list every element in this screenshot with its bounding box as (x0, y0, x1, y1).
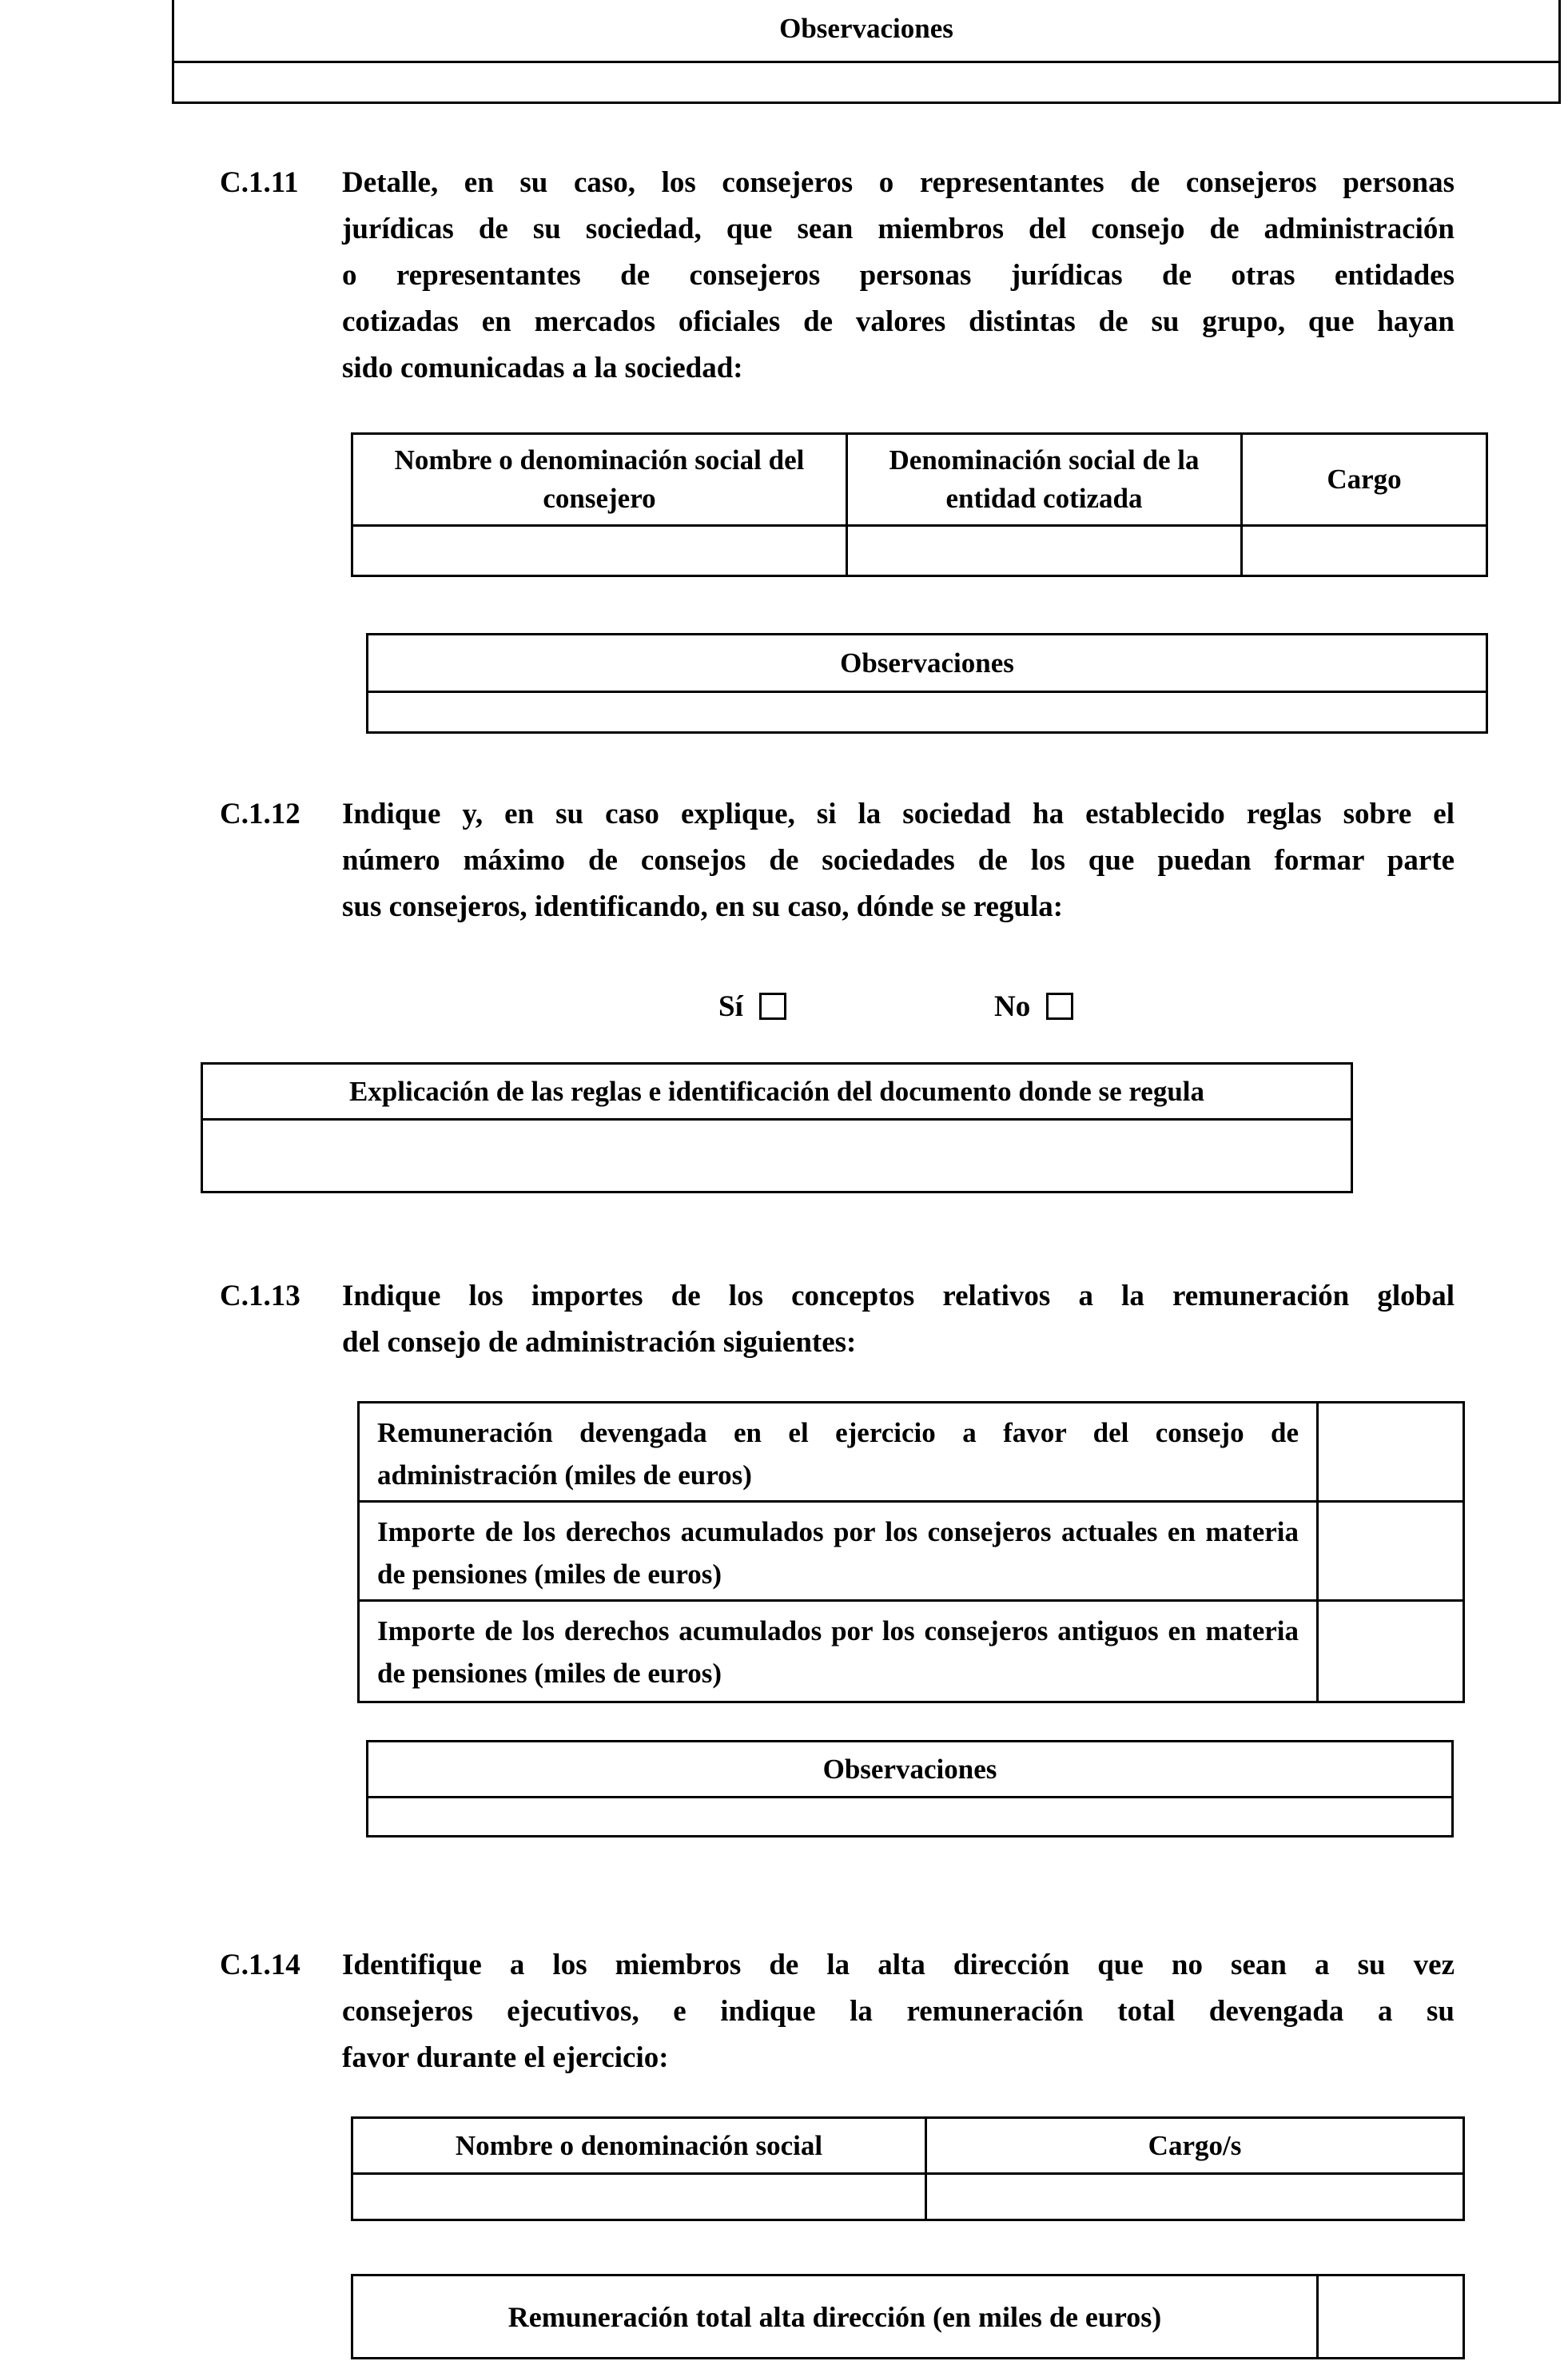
observaciones-table-c111 (366, 633, 1488, 734)
col-header-cargo (1243, 435, 1486, 524)
col-header-nombre-consejero-label: Nombre o denominación social del consejero (394, 444, 805, 514)
explicacion-header (203, 1065, 1351, 1121)
observaciones-c111-header (368, 635, 1486, 693)
col-header-cargo-label: Cargo (1327, 464, 1402, 495)
section-c113-text (342, 1273, 1455, 1366)
remuneracion-row-actuales-label: Importe de los derechos acumulados por los consejeros actuales en materia de pensiones (miles de euros) (360, 1503, 1319, 1599)
observaciones-c111-field (368, 693, 1486, 731)
explicacion-field (203, 1121, 1351, 1191)
col-header-entidad-cotizada (848, 435, 1243, 524)
text-line: Identifique a los miembros de la alta dirección que no sean a su vez (342, 1949, 1455, 1981)
option-yes (718, 989, 786, 1023)
observaciones-table-c113 (366, 1740, 1454, 1837)
col-header-nombre-social-label: Nombre o denominación social (455, 2129, 823, 2161)
observaciones-c113-field (368, 1798, 1451, 1835)
text-line: Detalle, en su caso, los consejeros o representantes de consejeros personas (342, 166, 1455, 199)
col-header-nombre-consejero (353, 435, 848, 524)
col-header-entidad-cotizada-label: Denominación social de la entidad cotizada (889, 444, 1200, 514)
text-line: número máximo de consejos de sociedades de los que puedan formar parte (342, 844, 1455, 877)
text-line: Indique los importes de los conceptos relativos a la remuneración global (342, 1280, 1455, 1312)
cell-entidad-cotizada (848, 527, 1243, 575)
observaciones-top-header (174, 0, 1558, 63)
remuneracion-total-row (353, 2276, 1463, 2357)
remuneracion-row-antiguos-label: Importe de los derechos acumulados por los consejeros antiguos en materia de pensiones (miles de euros) (360, 1602, 1319, 1701)
text-line: consejeros ejecutivos, e indique la remuneración total devengada a su (342, 1995, 1455, 2028)
text-line: del consejo de administración siguientes: (342, 1326, 857, 1359)
text-line: sus consejeros, identificando, en su caso, dónde se regula: (342, 890, 1064, 923)
col-header-cargos (927, 2119, 1463, 2172)
remuneracion-total-label: Remuneración total alta dirección (en miles de euros) (353, 2276, 1319, 2357)
consejeros-table-empty-row (353, 527, 1486, 575)
cell-nombre-consejero (353, 527, 848, 575)
observaciones-top-title: Observaciones (779, 12, 953, 44)
cell-nombre-social (353, 2175, 927, 2219)
observaciones-c111-title: Observaciones (840, 647, 1014, 679)
explicacion-table (201, 1062, 1353, 1193)
observaciones-c113-title: Observaciones (822, 1753, 997, 1785)
section-c114-number: C.1.14 (220, 1949, 300, 1981)
remuneracion-row-antiguos (360, 1602, 1463, 1701)
explicacion-title: Explicación de las reglas e identificación del documento donde se regula (348, 1075, 1205, 1107)
section-c111-text (342, 160, 1455, 392)
cell-cargo (1243, 527, 1486, 575)
observaciones-top-field (174, 63, 1558, 102)
remuneracion-row-devengada-value (1319, 1403, 1463, 1500)
option-no (994, 989, 1073, 1023)
text-line: cotizadas en mercados oficiales de valores distintas de su grupo, que hayan (342, 305, 1455, 338)
text-line: jurídicas de su sociedad, que sean miembros del consejo de administración (342, 213, 1455, 245)
consejeros-table-header-row (353, 435, 1486, 527)
section-c114-text (342, 1942, 1455, 2081)
text-line: o representantes de consejeros personas jurídicas de otras entidades (342, 259, 1455, 292)
alta-direccion-table (351, 2116, 1465, 2221)
col-header-cargos-label: Cargo/s (1148, 2129, 1242, 2161)
option-yes-checkbox[interactable] (759, 993, 786, 1020)
consejeros-table (351, 432, 1488, 577)
section-c111-number: C.1.11 (220, 166, 299, 199)
remuneracion-total-table (351, 2274, 1465, 2359)
option-yes-label: Sí (718, 989, 743, 1023)
alta-direccion-header-row (353, 2119, 1463, 2175)
remuneracion-total-value (1319, 2276, 1463, 2357)
option-no-label: No (994, 989, 1031, 1023)
remuneracion-row-actuales (360, 1503, 1463, 1602)
alta-direccion-empty-row (353, 2175, 1463, 2219)
remuneracion-row-devengada-label: Remuneración devengada en el ejercicio a favor del consejo de administración (miles de euros) (360, 1403, 1319, 1500)
section-c112-number: C.1.12 (220, 798, 300, 830)
text-line: favor durante el ejercicio: (342, 2041, 669, 2074)
remuneracion-row-antiguos-value (1319, 1602, 1463, 1701)
remuneracion-row-actuales-value (1319, 1503, 1463, 1599)
observaciones-table-top (172, 0, 1561, 104)
col-header-nombre-social (353, 2119, 927, 2172)
observaciones-c113-header (368, 1742, 1451, 1798)
remuneracion-table (357, 1401, 1465, 1703)
text-line: sido comunicadas a la sociedad: (342, 352, 743, 384)
cell-cargos (927, 2175, 1463, 2219)
remuneracion-row-devengada (360, 1403, 1463, 1503)
option-no-checkbox[interactable] (1046, 993, 1073, 1020)
section-c112-text (342, 791, 1455, 930)
text-line: Indique y, en su caso explique, si la sociedad ha establecido reglas sobre el (342, 798, 1455, 830)
section-c113-number: C.1.13 (220, 1280, 300, 1312)
